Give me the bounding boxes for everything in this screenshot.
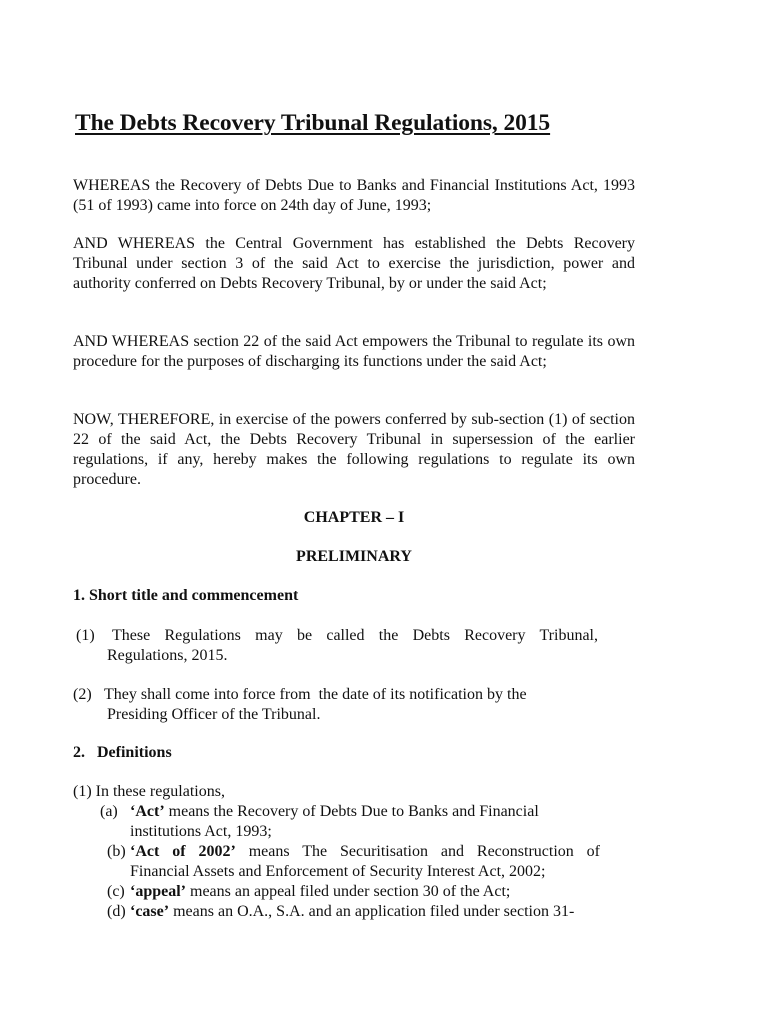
definition-d-text: means an O.A., S.A. and an application filed under section 31- xyxy=(169,903,575,920)
definition-a xyxy=(130,802,539,822)
section-2-heading: 2. Definitions xyxy=(73,744,172,761)
section-1-item-1-text: These Regulations may be called the Debts Recovery Tribunal, xyxy=(112,627,598,644)
document-title: The Debts Recovery Tribunal Regulations, 2015 xyxy=(75,110,551,136)
preamble-paragraph-1: WHEREAS the Recovery of Debts Due to Banks and Financial Institutions Act, 1993 (51 of 1993) came into force on 24th day of June, 1993; xyxy=(73,177,635,214)
section-1-item-2-text: They shall come into force from the date of its notification by the xyxy=(104,686,527,703)
section-1-item-1-continuation: Regulations, 2015. xyxy=(107,647,228,664)
chapter-title: PRELIMINARY xyxy=(296,548,412,565)
section-1-item-2-continuation: Presiding Officer of the Tribunal. xyxy=(107,706,321,723)
definition-c-term: ‘appeal’ xyxy=(130,883,186,900)
definition-b-label: (b) xyxy=(107,843,126,860)
definition-d xyxy=(130,902,574,922)
definition-d-term: ‘case’ xyxy=(130,903,170,920)
definition-c-label: (c) xyxy=(107,883,125,900)
definition-a-term: ‘Act’ xyxy=(130,803,165,820)
section-2-intro: (1) In these regulations, xyxy=(73,783,225,800)
definition-a-label: (a) xyxy=(100,803,118,820)
definition-b xyxy=(130,842,600,862)
chapter-number: CHAPTER – I xyxy=(303,509,405,526)
definition-d-label: (d) xyxy=(107,903,126,920)
definition-c xyxy=(130,882,510,902)
preamble-paragraph-4: NOW, THEREFORE, in exercise of the powers conferred by sub-section (1) of section 22 of the said Act, the Debts Recovery Tribunal in supersession of the earlier regulations, if any, hereby makes the following regulations to regulate its own procedure. xyxy=(73,411,635,488)
definition-a-text: means the Recovery of Debts Due to Banks and Financial xyxy=(164,803,539,820)
definition-a-continuation: institutions Act, 1993; xyxy=(130,823,272,840)
definition-b-text: means The Securitisation and Reconstruction of xyxy=(235,843,600,860)
preamble-paragraph-2: AND WHEREAS the Central Government has established the Debts Recovery Tribunal under section 3 of the said Act to exercise the jurisdiction, power and authority conferred on Debts Recovery Tribunal, by or under the said Act; xyxy=(73,235,635,292)
section-1-item-2-number: (2) xyxy=(73,686,92,703)
section-1-item-1-number: (1) xyxy=(76,627,95,644)
definition-b-continuation: Financial Assets and Enforcement of Security Interest Act, 2002; xyxy=(130,863,546,880)
definition-b-term: ‘Act of 2002’ xyxy=(130,843,236,860)
preamble-paragraph-3: AND WHEREAS section 22 of the said Act empowers the Tribunal to regulate its own procedure for the purposes of discharging its functions under the said Act; xyxy=(73,333,635,370)
definition-c-text: means an appeal filed under section 30 of the Act; xyxy=(186,883,511,900)
section-1-heading: 1. Short title and commencement xyxy=(73,587,299,604)
